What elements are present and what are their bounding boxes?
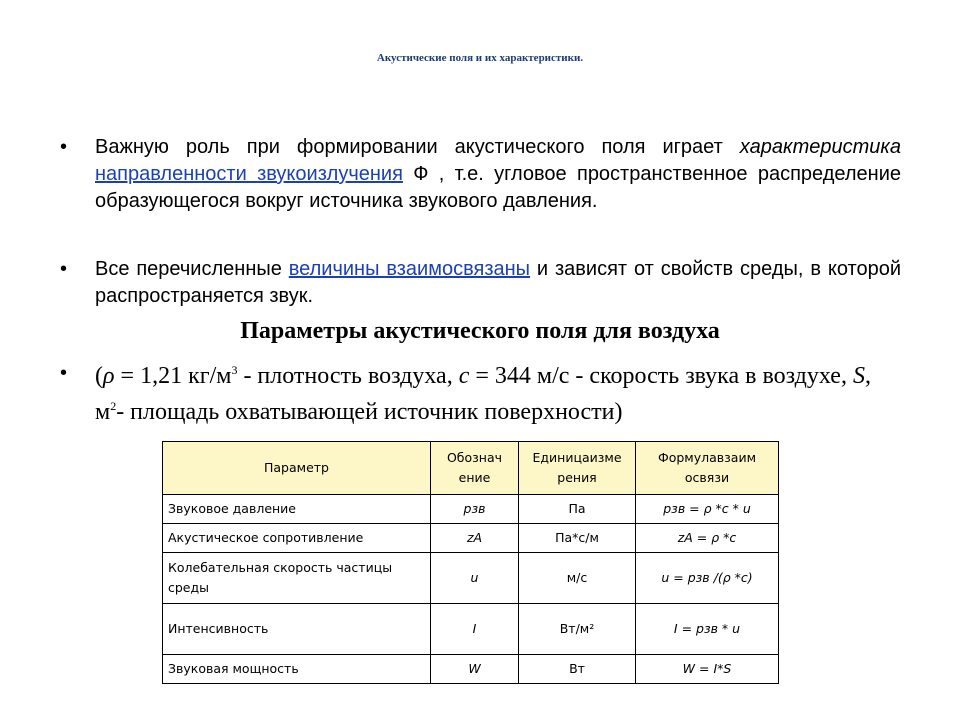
bullet-text: Все перечисленные [95,258,289,280]
cell-formula: I = pзв * u [636,604,779,655]
area-symbol: S [852,363,865,389]
bullet-text: и зависят от свойств среды, в которой распространяется звук. [95,258,902,307]
section-subtitle: Параметры акустического поля для воздуха [240,318,720,344]
table-header-row [163,442,779,495]
table-row [163,524,779,553]
rho-symbol: ρ [103,363,115,389]
cell-symbol: I [431,604,519,655]
table-row [163,553,779,604]
cell-symbol: u [431,553,519,604]
link-directivity[interactable]: направленности [95,163,258,185]
cell-symbol: W [431,655,519,684]
cell-parameter: Акустическое сопротивление [163,524,431,553]
bullet-air-params [95,355,901,427]
cell-parameter: Интенсивность [163,604,431,655]
cell-formula: W = I*S [636,655,779,684]
air-params-text: ( [95,363,103,389]
cell-parameter: Звуковое давление [163,495,431,524]
bullet-marker: • [60,362,68,384]
cell-parameter: Звуковая мощность [163,655,431,684]
cell-unit: Вт [519,655,636,684]
parameters-table [162,441,779,684]
air-params-text: , м [95,363,871,425]
table-row [163,604,779,655]
air-params-text: = 344 м/с - скорость звука в воздухе, [469,363,853,389]
cell-unit: м/с [519,553,636,604]
cell-symbol: pзв [431,495,519,524]
cell-unit: Вт/м² [519,604,636,655]
table-row [163,655,779,684]
header-formula: Формулавзаим освязи [636,442,779,495]
bullet-marker: • [60,136,68,158]
header-parameter: Параметр [163,442,431,495]
bullet-interrelation [95,256,901,310]
header-unit: Единицаизме рения [519,442,636,495]
bullet-marker: • [60,258,68,280]
link-interrelated-values[interactable]: величины взаимосвязаны [288,258,531,280]
air-params-text: - плотность воздуха, [237,363,459,389]
cell-formula: u = pзв /(ρ *с) [636,553,779,604]
bullet-emphasis: характеристика [739,136,901,158]
superscript: 2 [110,399,117,413]
air-params-text: - площадь охватывающей источник поверхности) [116,399,623,425]
bullet-text: Важную роль при формировании акустического поля играет [95,136,740,158]
speed-symbol: с [458,363,470,389]
header-symbol: Обознач ение [431,442,519,495]
cell-unit: Па [519,495,636,524]
cell-symbol: zA [431,524,519,553]
cell-formula: pзв = ρ *с * u [636,495,779,524]
bullet-text: Ф , т.е. угловое пространственное распределение образующегося вокруг источника звукового давления. [95,163,901,212]
table-row [163,495,779,524]
cell-formula: zA = ρ *с [636,524,779,553]
slide-title: Акустические поля и их характеристики. [376,52,584,64]
link-sound-emission[interactable]: звукоизлучения [257,163,403,185]
cell-parameter: Колебательная скорость частицы среды [163,553,431,604]
cell-unit: Па*с/м [519,524,636,553]
superscript: 3 [231,363,238,377]
air-params-text: = 1,21 кг/м [114,363,232,389]
bullet-directivity [95,134,901,215]
